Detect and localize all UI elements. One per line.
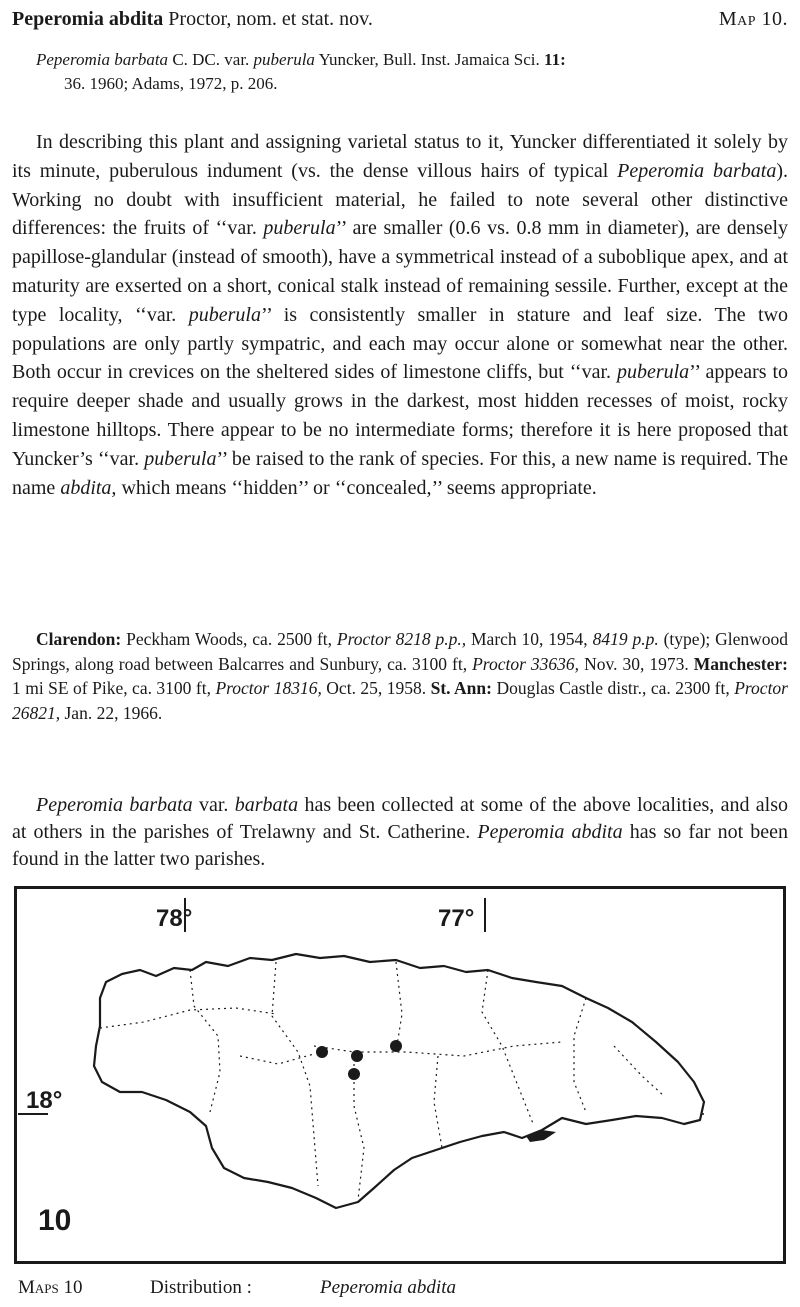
- map-reference: Map 10.: [718, 8, 788, 30]
- description-paragraph: In describing this plant and assigning varietal status to it, Yuncker differentiated it solely by its minute, puberulous indument (vs. the dense villous hairs of typical Peperomia barbata). Working no doubt with insufficient material, he failed to note several other distinctive differences: the fruits of ‘‘var. puberula’’ are smaller (0.6 vs. 0.8 mm in diameter), are densely papillose-glandular (instead of smooth), have a symmetrical instead of a suboblique apex, and at maturity are exserted on a short, conical stalk instead of remaining sessile. Further, except at the type locality, ‘‘var. puberula’’ is consistently smaller in stature and leaf size. The two populations are only partly sympatric, and each may occur alone or somewhat near the other. Both occur in crevices on the sheltered sides of limestone cliffs, but ‘‘var. puberula’’ appears to require deeper shade and usually grows in the darkest, most hidden recesses of moist, rocky limestone hilltops. There appear to be no intermediate forms; therefore it is here proposed that Yuncker’s ‘‘var. puberula’’ be raised to the rank of species. For this, a new name is required. The name abdita, which means ‘‘hidden’’ or ‘‘concealed,’’ seems appropriate.: [12, 131, 789, 499]
- caption-species: Peperomia abdita: [320, 1277, 456, 1298]
- citation-volume: 11:: [544, 50, 566, 69]
- synonymy-citation: Peperomia barbata C. DC. var. puberula Yuncker, Bull. Inst. Jamaica Sci. 11: 36. 1960; Adams, 1972, p. 206.: [36, 50, 566, 93]
- distribution-map: [14, 886, 786, 1264]
- synonym-name: Peperomia barbata: [36, 50, 169, 69]
- caption-label: Maps 10: [18, 1277, 83, 1298]
- map-number: 10: [38, 1204, 72, 1237]
- lat-label-18: 18°: [26, 1087, 63, 1114]
- species-title: [12, 6, 373, 32]
- record-point: [351, 1050, 363, 1062]
- parish-manchester: Manchester:: [693, 653, 789, 674]
- species-header: [12, 6, 788, 36]
- caption-distribution: Distribution :: [150, 1277, 252, 1298]
- record-point: [348, 1068, 360, 1080]
- distribution-paragraph: Peperomia barbata var. barbata has been collected at some of the above localities, and also at others in the parishes of Trelawny and St. Catherine. Peperomia abdita has so far not been found in the latter two parishes.: [12, 794, 789, 870]
- parish-clarendon: Clarendon:: [36, 629, 122, 649]
- lon-label-77: 77°: [438, 905, 475, 932]
- parish-st-ann: St. Ann:: [430, 678, 492, 698]
- specimens-paragraph: Clarendon: Peckham Woods, ca. 2500 ft, Proctor 8218 p.p., March 10, 1954, 8419 p.p. (type); Glenwood Springs, along road between Balcarres and Sunbury, ca. 3100 ft, Proctor 33636, Nov. 30, 1973. Manchester: 1 mi SE of Pike, ca. 3100 ft, Proctor 18316, Oct. 25, 1958. St. Ann: Douglas Castle distr., ca. 2300 ft, Proctor 26821, Jan. 22, 1966.: [12, 629, 789, 723]
- map-caption: [18, 1276, 788, 1302]
- record-point: [390, 1040, 402, 1052]
- record-point: [316, 1046, 328, 1058]
- synonym-variety: puberula: [253, 50, 315, 69]
- lon-label-78: 78°: [156, 905, 193, 932]
- species-authority: Proctor, nom. et stat. nov.: [168, 8, 373, 30]
- jamaica-map-svg: [14, 886, 786, 1264]
- species-name: Peperomia abdita: [12, 8, 164, 30]
